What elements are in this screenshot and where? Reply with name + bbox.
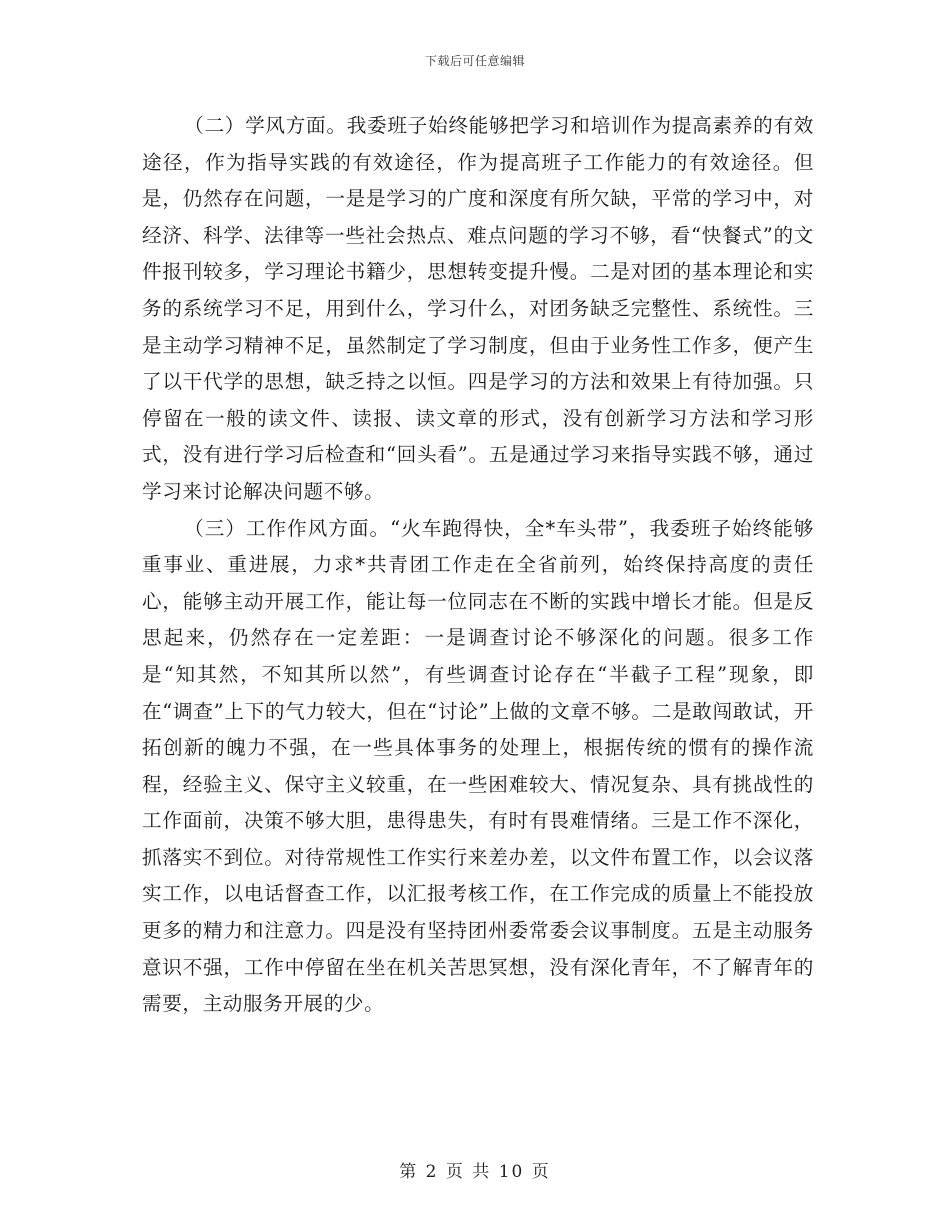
- page-footer: 第 2 页 共 10 页: [399, 1162, 551, 1182]
- page-header: 下载后可任意编辑: [424, 54, 525, 68]
- paragraph-work-style: （三）工作作风方面。“火车跑得快，全*车头带”，我委班子始终能够重事业、重进展，力求*共青团工作走在全省前列，始终保持高度的责任心，能够主动开展工作，能让每一位同志在不断的实践中增长才能。但是反思起来，仍然存在一定差距：一是调查讨论不够深化的问题。很多工作是“知其然，不知其所以然”，有些调查讨论存在“半截子工程”现象，即在“调查”上下的气力较大，但在“讨论”上做的文章不够。二是敢闯敢试，开拓创新的魄力不强，在一些具体事务的处理上，根据传统的惯有的操作流程，经验主义、保守主义较重，在一些困难较大、情况复杂、具有挑战性的工作面前，决策不够大胆，患得患失，有时有畏难情绪。三是工作不深化，抓落实不到位。对待常规性工作实行来差办差，以文件布置工作，以会议落实工作，以电话督查工作，以汇报考核工作，在工作完成的质量上不能投放更多的精力和注意力。四是没有坚持团州委常委会议事制度。五是主动服务意识不强，工作中停留在坐在机关苦思冥想，没有深化青年，不了解青年的需要，主动服务开展的少。: [142, 516, 814, 1016]
- paragraph-study-style: （二）学风方面。我委班子始终能够把学习和培训作为提高素养的有效途径，作为指导实践的有效途径，作为提高班子工作能力的有效途径。但是，仍然存在问题，一是是学习的广度和深度有所欠缺，平常的学习中，对经济、科学、法律等一些社会热点、难点问题的学习不够，看“快餐式”的文件报刊较多，学习理论书籍少，思想转变提升慢。二是对团的基本理论和实务的系统学习不足，用到什么，学习什么，对团务缺乏完整性、系统性。三是主动学习精神不足，虽然制定了学习制度，但由于业务性工作多，便产生了以干代学的思想，缺乏持之以恒。四是学习的方法和效果上有待加强。只停留在一般的读文件、读报、读文章的形式，没有创新学习方法和学习形式，没有进行学习后检查和“回头看”。五是通过学习来指导实践不够，通过学习来讨论解决问题不够。: [142, 114, 814, 503]
- document-body: [142, 108, 814, 1023]
